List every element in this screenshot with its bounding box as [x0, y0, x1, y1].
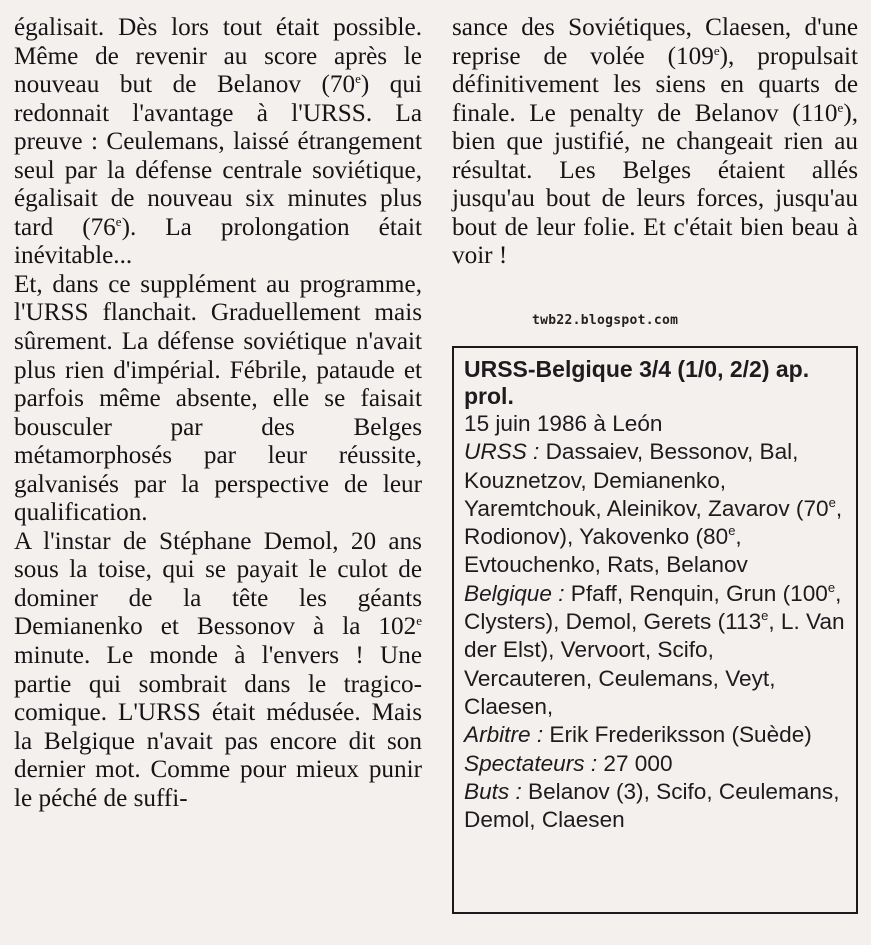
referee: Arbitre : Erik Frederiksson (Suède)	[464, 722, 812, 748]
article-left-column	[14, 14, 422, 813]
lineup-belgique: Belgique : Pfaff, Renquin, Grun (100e, Clysters), Demol, Gerets (113e, L. Van der Elst), Vervoort, Scifo, Vercauteren, Ceulemans, Veyt, Claesen,	[464, 579, 845, 719]
goals: Buts : Belanov (3), Scifo, Ceulemans, Demol, Claesen	[464, 778, 840, 833]
lineup-urss: URSS : Dassaiev, Bessonov, Bal, Kouznetzov, Demianenko, Yaremtchouk, Aleinikov, Zavarov (70e, Rodionov), Yakovenko (80e, Evtouchenko, Rats, Belanov	[464, 439, 843, 578]
team-label: URSS :	[464, 439, 540, 465]
ordinal-suffix: e	[115, 213, 122, 229]
paragraph: A l'instar de Stéphane Demol, 20 ans sous la toise, qui se payait le culot de dominer de la tête les géants Demianenko et Bessonov à la 102e minute. Le monde à l'envers ! Une partie qui sombrait dans le tragico-comique. L'URSS était médusée. Mais la Belgique n'avait pas encore dit son dernier mot. Comme pour mieux punir le péché de suffi-	[14, 527, 422, 812]
paragraph: Et, dans ce supplément au programme, l'URSS flanchait. Graduellement mais sûrement. La défense soviétique n'avait plus rien d'impérial. Fébrile, pataude et parfois même absente, elle se faisait bousculer par des Belges métamorphosés par leur réussite, galvanisés par la perspective de leur qualification.	[14, 270, 422, 527]
article-right-column	[452, 14, 858, 271]
match-date-place: 15 juin 1986 à León	[464, 411, 663, 436]
paragraph: sance des Soviétiques, Claesen, d'une reprise de volée (109e), propulsait définitivement les siens en quarts de finale. Le penalty de Belanov (110e), bien que justifié, ne changeait rien au résultat. Les Belges étaient allés jusqu'au bout de leurs forces, jusqu'au bout de leur folie. Et c'était bien beau à voir !	[452, 14, 858, 270]
ordinal-suffix: e	[416, 613, 422, 629]
ordinal-suffix: e	[837, 99, 844, 115]
ordinal-suffix: e	[355, 71, 361, 87]
watermark-url: twb22.blogspot.com	[532, 313, 679, 328]
paragraph: égalisait. Dès lors tout était possible. Même de revenir au score après le nouveau but de Belanov (70e) qui redonnait l'avantage à l'URSS. La preuve : Ceulemans, laissé étrangement seul par la défense centrale soviétique, égalisait de nouveau six minutes plus tard (76e). La prolongation était inévitable...	[14, 14, 422, 270]
match-summary-box	[452, 346, 858, 914]
team-label: Belgique :	[464, 580, 565, 606]
match-title: URSS-Belgique 3/4 (1/0, 2/2) ap. prol.	[464, 356, 810, 409]
ordinal-suffix: e	[713, 42, 720, 58]
attendance: Spectateurs : 27 000	[464, 750, 673, 776]
